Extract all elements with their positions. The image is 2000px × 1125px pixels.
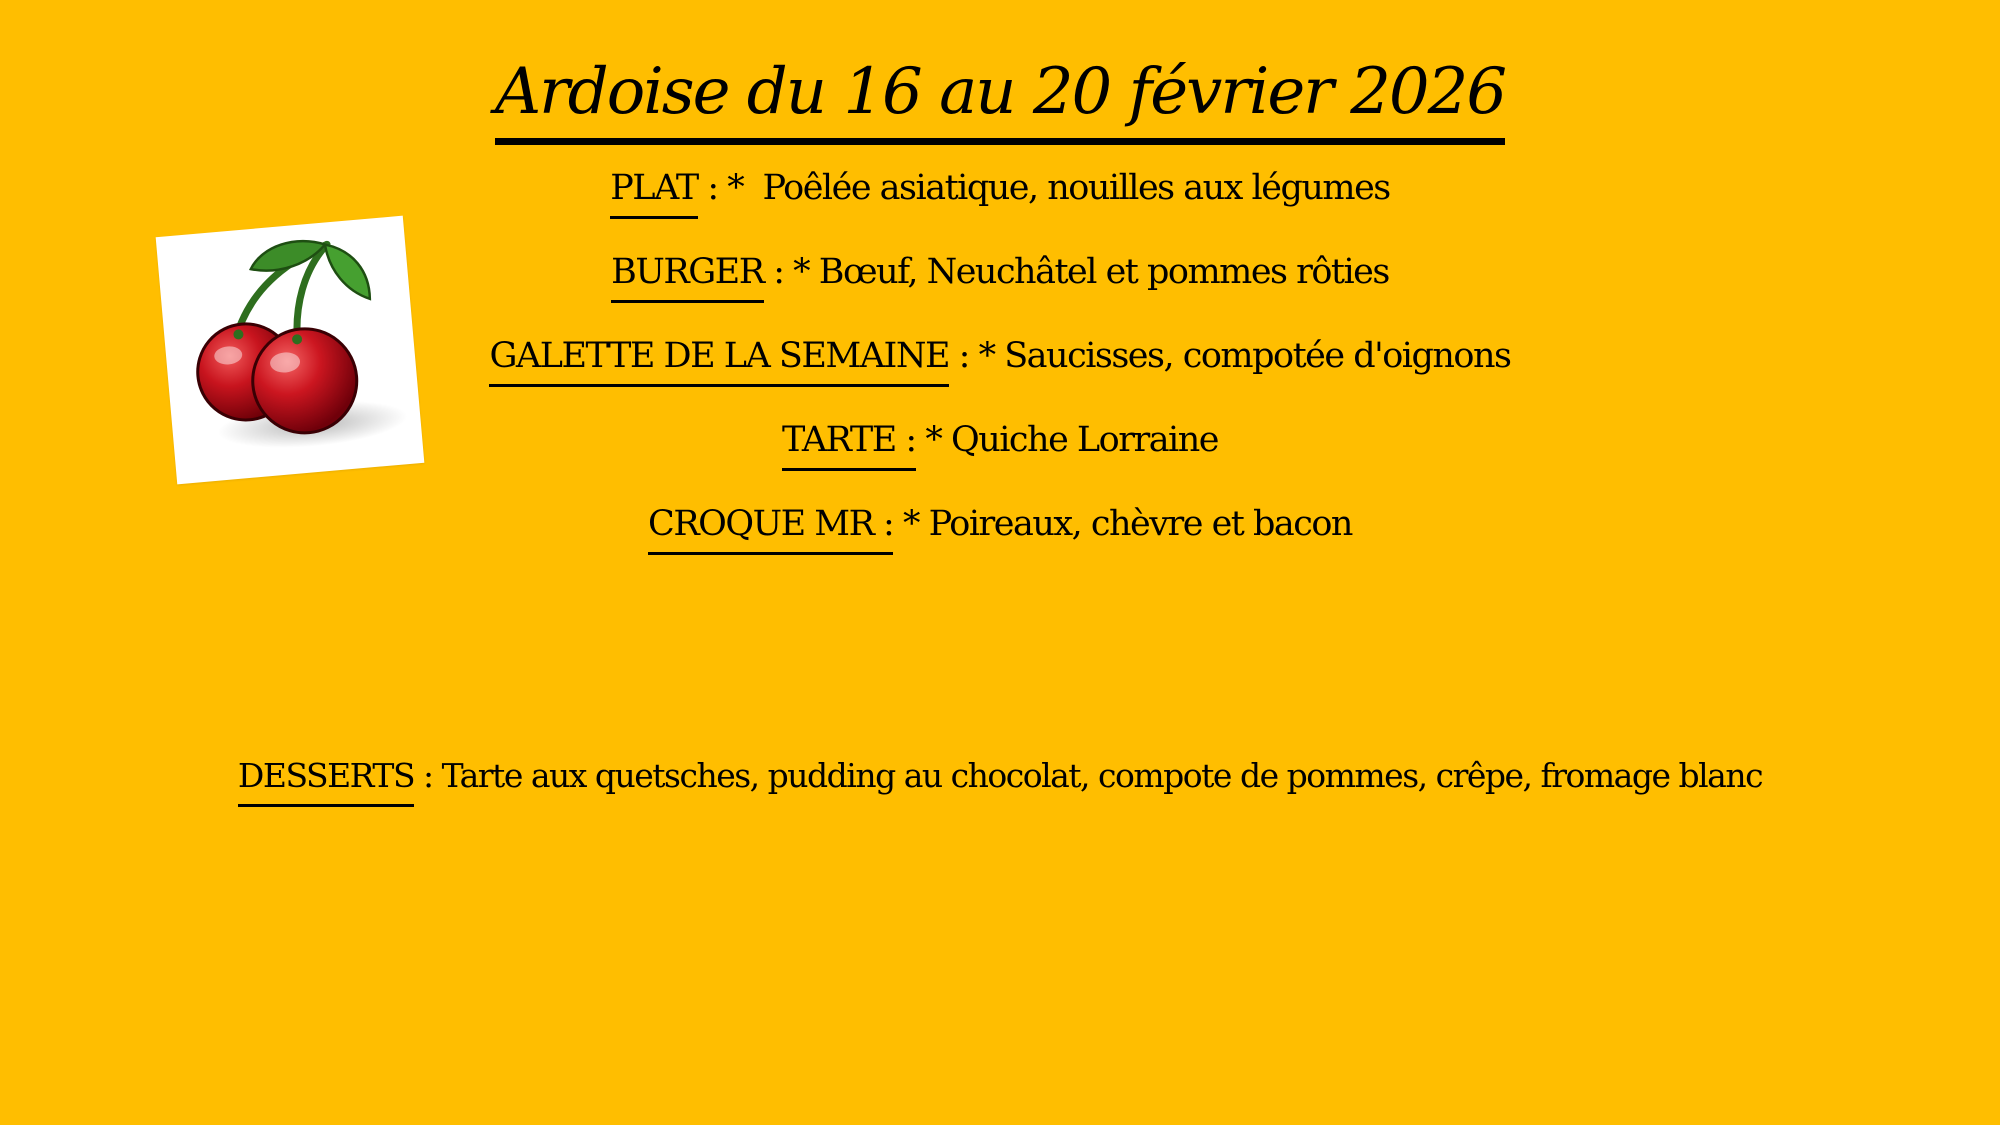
menu-item-separator: : — [697, 168, 728, 208]
desserts-label: DESSERTS — [238, 751, 414, 807]
menu-item-text: * Poireaux, chèvre et bacon — [903, 504, 1352, 544]
menu-item-label: TARTE : — [782, 415, 916, 471]
menu-item-plat — [0, 163, 2000, 219]
menu-item-text: * Quiche Lorraine — [925, 420, 1219, 460]
cherry-illustration — [156, 216, 425, 485]
desserts-line — [0, 751, 2000, 807]
menu-item-text: * Bœuf, Neuchâtel et pommes rôties — [793, 252, 1389, 292]
menu-item-croque — [0, 499, 2000, 555]
menu-item-label: BURGER — [611, 247, 763, 303]
menu-item-separator: : — [763, 252, 794, 292]
title-text: Ardoise du 16 au 20 février 2026 — [495, 52, 1505, 145]
menu-item-separator — [916, 420, 926, 460]
menu-item-label: CROQUE MR : — [648, 499, 893, 555]
menu-item-separator — [893, 504, 903, 544]
cherry-icon — [156, 216, 425, 485]
page-title — [0, 52, 2000, 145]
menu-item-text: * Poêlée asiatique, nouilles aux légumes — [727, 168, 1390, 208]
menu-item-separator: : — [949, 336, 979, 376]
menu-item-label: PLAT — [610, 163, 698, 219]
menu-item-text: * Saucisses, compotée d'oignons — [978, 336, 1511, 376]
desserts-text: Tarte aux quetsches, pudding au chocolat, compote de pommes, crêpe, fromage blanc — [441, 756, 1763, 795]
desserts-separator: : — [414, 756, 442, 795]
menu-item-label: GALETTE DE LA SEMAINE — [489, 331, 949, 387]
